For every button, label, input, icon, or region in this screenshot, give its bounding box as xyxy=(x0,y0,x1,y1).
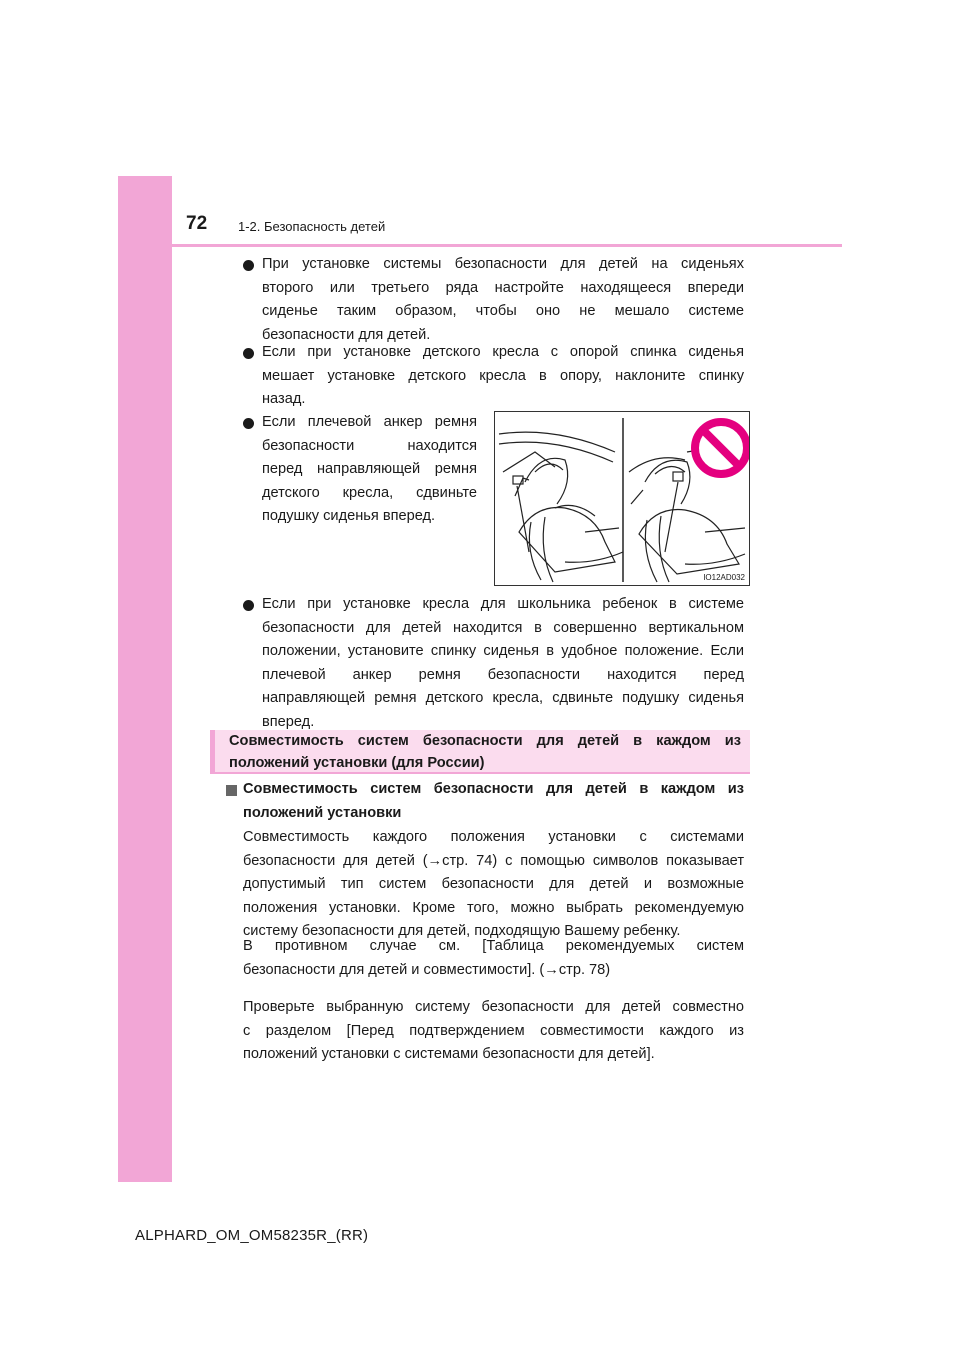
bullet-text-4 xyxy=(262,593,744,735)
bullet-dot xyxy=(243,418,254,429)
square-bullet-icon xyxy=(226,785,237,796)
text-line: Совместимость систем безопасности для детей в каждом из xyxy=(243,781,744,797)
text-line: безопасности для детей находится в совершенно вертикальном xyxy=(262,619,744,636)
text-line: Если при установке детского кресла с опорой спинка сиденья xyxy=(262,344,744,360)
seat-drawing xyxy=(495,412,749,585)
text-line: безопасности для детей. xyxy=(262,326,431,343)
text-line: положения установки. Кроме того, можно выбрать рекомендуемую xyxy=(243,899,744,916)
paragraph-1 xyxy=(243,826,744,944)
text-line: В противном случае см. [Таблица рекомендуемых систем xyxy=(243,938,744,954)
text-line: Проверьте выбранную систему безопасности для детей совместно xyxy=(243,999,744,1015)
text-line: безопасности для детей и совместимости]. (→стр. 78) xyxy=(243,961,611,978)
text-line: второго или третьего ряда настройте находящееся впереди xyxy=(262,279,744,296)
header-rule xyxy=(172,244,842,247)
chapter-side-bar xyxy=(118,176,172,1182)
bullet-text-3 xyxy=(262,411,477,529)
text-line: положении, установите спинку сиденья в удобное положение. Если xyxy=(262,643,744,660)
text-line: систему безопасности для детей, подходящую Вашему ребенку. xyxy=(243,923,681,940)
text-line: При установке системы безопасности для детей на сиденьях xyxy=(262,256,744,272)
text-line: направляющей ремня детского кресла, сдвиньте подушку сиденья xyxy=(262,690,744,707)
text-line: допустимый тип систем безопасности для детей и возможные xyxy=(243,876,744,893)
bullet-dot xyxy=(243,600,254,611)
text-line: безопасности для детей (→стр. 74) с помощью символов показывает xyxy=(243,852,744,869)
page-number: 72 xyxy=(186,213,208,234)
seat-illustration xyxy=(494,411,750,586)
bullet-text-1 xyxy=(262,253,744,347)
text-line: Совместимость каждого положения установки с системами xyxy=(243,829,744,845)
section-heading-band xyxy=(210,730,750,774)
text-line: Если плечевой анкер ремня xyxy=(262,414,477,430)
text-line: мешает установке детского кресла в опору, наклоните спинку xyxy=(262,367,744,384)
text-line: положений установки с системами безопасности для детей]. xyxy=(243,1046,655,1063)
text-line: детского кресла, сдвиньте xyxy=(262,484,477,501)
text-line: перед направляющей ремня xyxy=(262,461,477,478)
bullet-dot xyxy=(243,260,254,271)
text-line: положений установки xyxy=(243,804,402,821)
bullet-dot xyxy=(243,348,254,359)
text-line: Совместимость систем безопасности для детей в каждом из xyxy=(229,733,741,749)
subsection-heading xyxy=(243,778,744,825)
prohibited-icon xyxy=(695,422,747,474)
text-line: безопасности находится xyxy=(262,437,477,454)
text-line: с разделом [Перед подтверждением совместимости каждого из xyxy=(243,1022,744,1039)
text-line: плечевой анкер ремня безопасности находится перед xyxy=(262,666,744,683)
text-line: Если при установке кресла для школьника ребенок в системе xyxy=(262,596,744,612)
text-line: положений установки (для России) xyxy=(229,755,485,771)
paragraph-3 xyxy=(243,996,744,1067)
text-line: сиденье таким образом, чтобы оно не мешало системе xyxy=(262,303,744,320)
text-line: подушку сиденья вперед. xyxy=(262,508,436,525)
text-line: вперед. xyxy=(262,713,315,730)
paragraph-2 xyxy=(243,935,744,982)
text-line: назад. xyxy=(262,391,306,408)
section-title: 1-2. Безопасность детей xyxy=(238,219,386,234)
section-heading xyxy=(229,730,741,774)
document-code-footer: ALPHARD_OM_OM58235R_(RR) xyxy=(135,1227,369,1244)
figure-code: IO12AD032 xyxy=(703,573,745,582)
bullet-text-2 xyxy=(262,341,744,412)
